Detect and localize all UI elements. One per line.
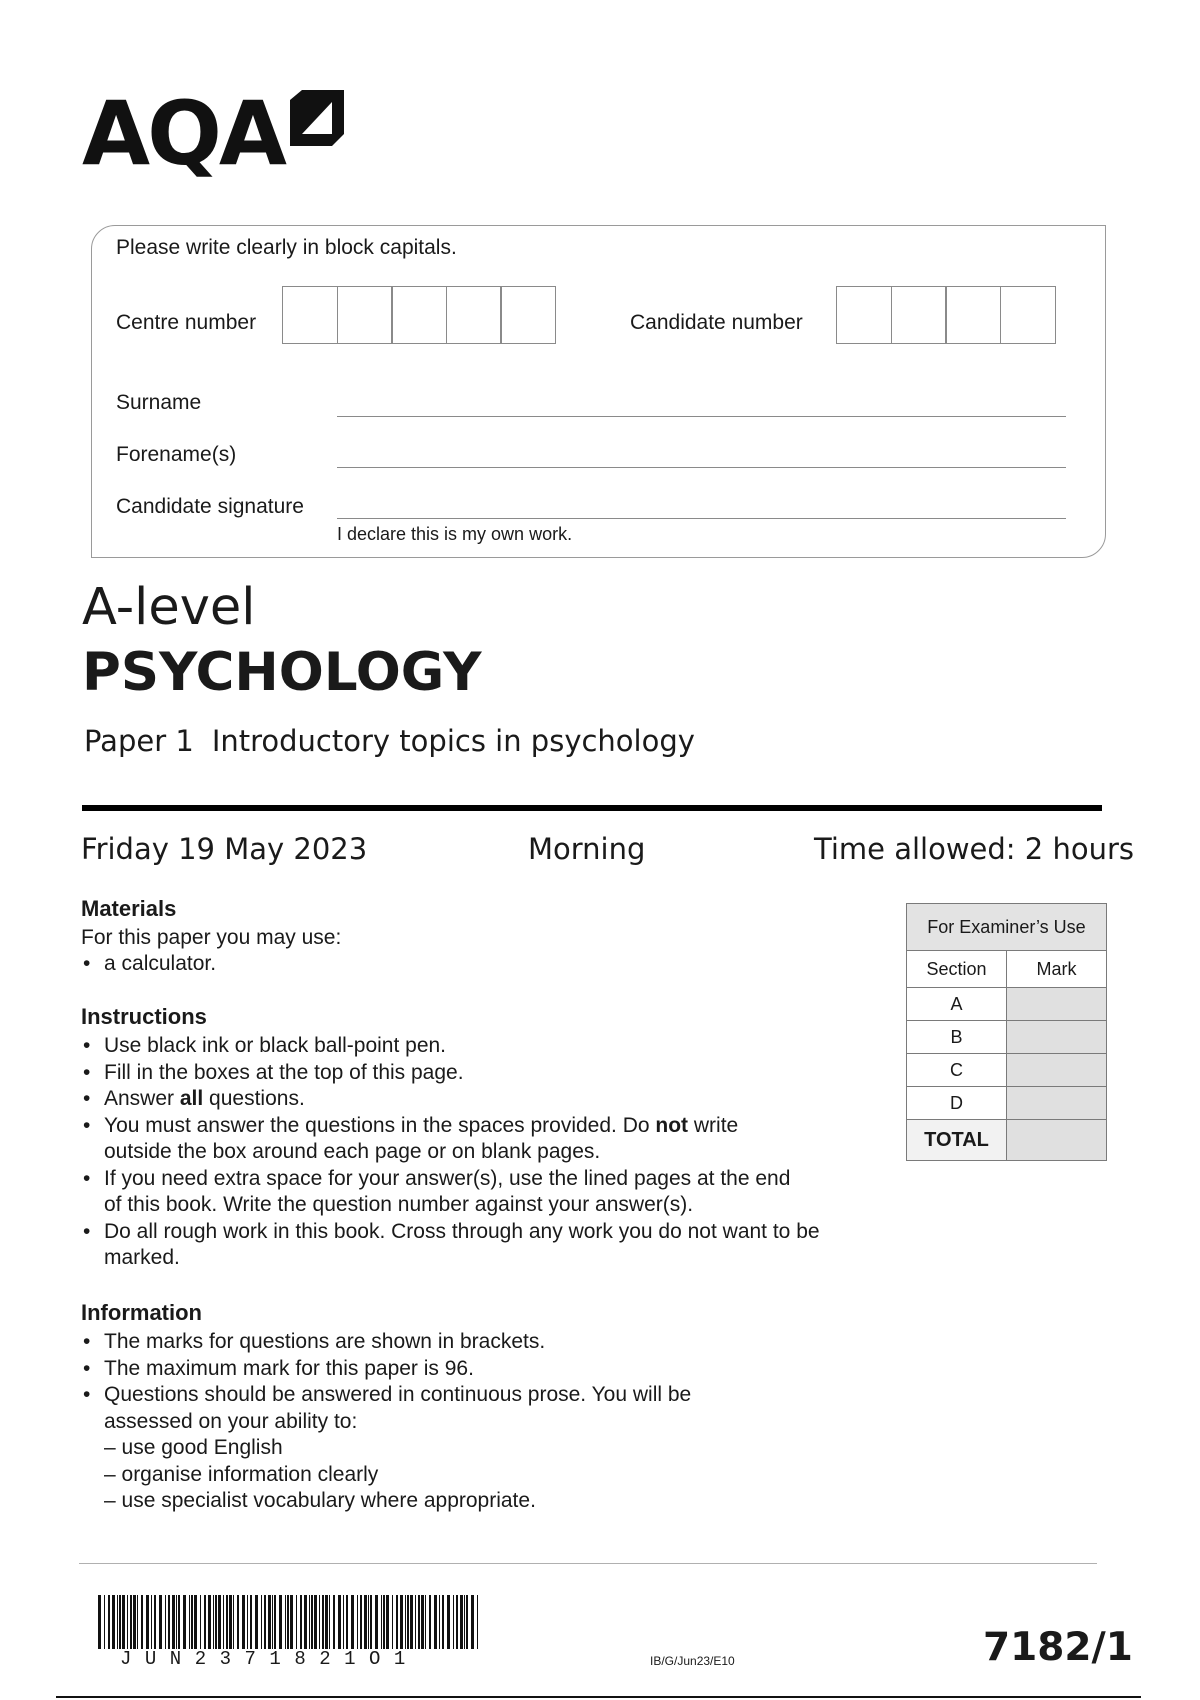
barcode-bar (146, 1595, 149, 1649)
barcode-bar (215, 1595, 217, 1649)
materials-list (81, 951, 861, 978)
barcode-bar (133, 1595, 136, 1649)
barcode-bar (237, 1595, 239, 1649)
centre-number-label: Centre number (116, 311, 257, 334)
block-capitals-note: Please write clearly in block capitals. (116, 236, 457, 259)
barcode-bar (285, 1595, 286, 1649)
barcode-bar (112, 1595, 115, 1649)
barcode-bar (296, 1595, 297, 1649)
barcode-bar (343, 1595, 344, 1649)
barcode-bar (98, 1595, 101, 1649)
candidate-number-boxes (836, 286, 1054, 344)
barcode-bar (400, 1595, 403, 1649)
barcode-bar (319, 1595, 320, 1649)
information-sub-item: – use specialist vocabulary where appropriate. (104, 1489, 536, 1512)
barcode-bar (407, 1595, 409, 1649)
centre-number-digit-box[interactable] (500, 286, 556, 344)
barcode-bar (272, 1595, 273, 1649)
candidate-number-digit-box[interactable] (945, 286, 1001, 344)
barcode-bar (151, 1595, 152, 1649)
section-column-header: Section (907, 951, 1007, 988)
exam-session: Morning (528, 832, 646, 866)
barcode-bar (421, 1595, 424, 1649)
barcode-bar (250, 1595, 252, 1649)
barcode-bar (223, 1595, 224, 1649)
instruction-item: • If you need extra space for your answer(s), use the lined pages at the end of this book. Write the question number against your answer(s). (81, 1166, 804, 1219)
barcode-bar (464, 1595, 465, 1649)
barcode-bar (471, 1595, 474, 1649)
logo-text: AQA (82, 82, 285, 185)
centre-number-digit-box[interactable] (391, 286, 447, 344)
centre-number-digit-box[interactable] (282, 286, 338, 344)
information-item: • Questions should be answered in continuous prose. You will be assessed on your ability to: (81, 1382, 764, 1435)
mark-cell (1007, 1021, 1107, 1054)
instruction-item: • Use black ink or black ball-point pen. (81, 1033, 861, 1060)
mark-cell (1007, 988, 1107, 1021)
barcode-bar (119, 1595, 121, 1649)
information-sub-item: – use good English (104, 1436, 283, 1459)
barcode-bar (183, 1595, 186, 1649)
barcode-bar (226, 1595, 228, 1649)
aqa-logo (82, 82, 285, 185)
barcode-image (98, 1595, 482, 1649)
barcode-bar (386, 1595, 389, 1649)
section-label: B (907, 1021, 1007, 1054)
total-mark-cell (1007, 1120, 1107, 1161)
mark-column-header: Mark (1007, 951, 1107, 988)
barcode-bar (204, 1595, 206, 1649)
signature-label: Candidate signature (116, 495, 304, 518)
barcode-bar (165, 1595, 166, 1649)
barcode-bar (229, 1595, 232, 1649)
exam-date: Friday 19 May 2023 (81, 832, 368, 866)
barcode-bar (290, 1595, 293, 1649)
barcode-bar (346, 1595, 348, 1649)
section-label: D (907, 1087, 1007, 1120)
barcode-bar (351, 1595, 354, 1649)
barcode-bar (396, 1595, 398, 1649)
barcode-bar (200, 1595, 201, 1649)
time-allowed: Time allowed: 2 hours (814, 832, 1134, 866)
barcode-bar (418, 1595, 420, 1649)
barcode-bar (447, 1595, 450, 1649)
forenames-line[interactable] (337, 467, 1066, 468)
information-list (81, 1329, 861, 1515)
barcode-bar (375, 1595, 378, 1649)
barcode-bar (370, 1595, 372, 1649)
barcode-bar (425, 1595, 426, 1649)
barcode-bar (168, 1595, 170, 1649)
mark-cell (1007, 1054, 1107, 1087)
barcode-bar (456, 1595, 458, 1649)
signature-line[interactable] (337, 518, 1066, 519)
paper-name: Introductory topics in psychology (211, 724, 695, 758)
forenames-label: Forename(s) (116, 443, 237, 466)
barcode-bar (410, 1595, 413, 1649)
instructions-list (81, 1033, 861, 1272)
candidate-number-digit-box[interactable] (836, 286, 892, 344)
total-label: TOTAL (907, 1120, 1007, 1161)
barcode-bar (357, 1595, 358, 1649)
information-item: • The maximum mark for this paper is 96. (81, 1356, 861, 1383)
barcode-bar (392, 1595, 393, 1649)
barcode-bar (322, 1595, 324, 1649)
barcode-bar (130, 1595, 132, 1649)
barcode-bar (233, 1595, 234, 1649)
barcode-bar (213, 1595, 214, 1649)
barcode-bar (333, 1595, 335, 1649)
barcode-bar (255, 1595, 258, 1649)
barcode-bar (304, 1595, 307, 1649)
barcode-bar (381, 1595, 382, 1649)
qualification-title: A-level (82, 578, 256, 637)
instruction-item (81, 1086, 861, 1113)
information-item: • The marks for questions are shown in brackets. (81, 1329, 861, 1356)
barcode-bar (172, 1595, 175, 1649)
barcode-bar (429, 1595, 431, 1649)
barcode-bar (191, 1595, 193, 1649)
barcode-bar (242, 1595, 245, 1649)
paper-code: 7182/1 (983, 1625, 1133, 1670)
instruction-emphasis: all (179, 1087, 204, 1110)
section-label: A (907, 988, 1007, 1021)
subject-title: PSYCHOLOGY (82, 642, 482, 703)
instruction-text: Answer (104, 1087, 180, 1110)
barcode-bar (364, 1595, 367, 1649)
barcode-bar (108, 1595, 110, 1649)
barcode-bar (189, 1595, 190, 1649)
instruction-item (81, 1113, 804, 1166)
instructions-section (81, 1004, 861, 1272)
surname-line[interactable] (337, 416, 1066, 417)
barcode-bar (300, 1595, 302, 1649)
candidate-details-box (91, 225, 1106, 558)
barcode-bar (159, 1595, 162, 1649)
barcode-bar (314, 1595, 317, 1649)
instruction-item: • Do all rough work in this book. Cross through any work you do not want to be marked. (81, 1219, 834, 1272)
surname-label: Surname (116, 391, 202, 414)
barcode-bar (176, 1595, 177, 1649)
instructions-heading: Instructions (81, 1004, 207, 1029)
barcode-bar (154, 1595, 156, 1649)
barcode-bar (287, 1595, 289, 1649)
document-reference: IB/G/Jun23/E10 (650, 1654, 735, 1668)
information-sub-item: – organise information clearly (104, 1462, 379, 1486)
paper-title (84, 724, 695, 758)
information-heading: Information (81, 1300, 202, 1325)
barcode-bar (368, 1595, 369, 1649)
barcode-bar (309, 1595, 310, 1649)
barcode-bar (247, 1595, 248, 1649)
centre-number-boxes (282, 286, 555, 344)
instruction-text: questions. (203, 1087, 305, 1110)
barcode-bar (208, 1595, 211, 1649)
barcode-bar (360, 1595, 362, 1649)
barcode-bar (415, 1595, 416, 1649)
examiners-use-title: For Examiner’s Use (907, 904, 1107, 951)
title-divider (82, 805, 1102, 811)
barcode-bar (460, 1595, 463, 1649)
barcode-bar (261, 1595, 262, 1649)
materials-intro: For this paper you may use: (81, 926, 342, 949)
declaration-text: I declare this is my own work. (337, 524, 573, 544)
barcode-bar (268, 1595, 271, 1649)
barcode-bar (194, 1595, 197, 1649)
barcode-bar (338, 1595, 341, 1649)
centre-number-digit-box[interactable] (446, 286, 502, 344)
centre-number-digit-box[interactable] (337, 286, 393, 344)
barcode-bar (325, 1595, 328, 1649)
barcode-bar (434, 1595, 437, 1649)
barcode-bar (477, 1595, 478, 1649)
barcode-bar (439, 1595, 440, 1649)
information-section (81, 1300, 861, 1515)
instruction-item: • Fill in the boxes at the top of this page. (81, 1060, 861, 1087)
barcode-bar (274, 1595, 276, 1649)
barcode-bar (264, 1595, 266, 1649)
barcode-bar (127, 1595, 128, 1649)
materials-section (81, 896, 861, 978)
barcode-bar (405, 1595, 406, 1649)
page-bottom-rule (56, 1696, 1141, 1698)
barcode-bar (329, 1595, 330, 1649)
barcode-bar (178, 1595, 180, 1649)
barcode-digits: JUN2371821O1 (120, 1648, 419, 1670)
barcode-bar (137, 1595, 138, 1649)
barcode-bar (117, 1595, 118, 1649)
footer-divider (79, 1563, 1097, 1564)
materials-item: • a calculator. (81, 951, 861, 978)
candidate-number-label: Candidate number (630, 311, 803, 334)
section-label: C (907, 1054, 1007, 1087)
paper-number: Paper 1 (84, 724, 194, 758)
barcode-bar (122, 1595, 125, 1649)
barcode-bar (453, 1595, 454, 1649)
materials-heading: Materials (81, 896, 177, 921)
barcode-bar (104, 1595, 105, 1649)
instruction-emphasis: not (655, 1113, 689, 1137)
candidate-number-digit-box[interactable] (1000, 286, 1056, 344)
barcode-bar (466, 1595, 468, 1649)
instruction-text: You must answer the questions in the spaces provided. Do (104, 1113, 656, 1137)
barcode-bar (383, 1595, 385, 1649)
instruction-text: write outside the box around each page or on blank pages. (104, 1113, 739, 1163)
barcode-bar (442, 1595, 444, 1649)
examiners-use-table (906, 903, 1107, 1161)
logo-mark-icon (286, 88, 348, 150)
barcode-bar (279, 1595, 282, 1649)
barcode-bar (311, 1595, 313, 1649)
barcode-bar (141, 1595, 143, 1649)
candidate-number-digit-box[interactable] (891, 286, 947, 344)
barcode-bar (218, 1595, 221, 1649)
mark-cell (1007, 1087, 1107, 1120)
